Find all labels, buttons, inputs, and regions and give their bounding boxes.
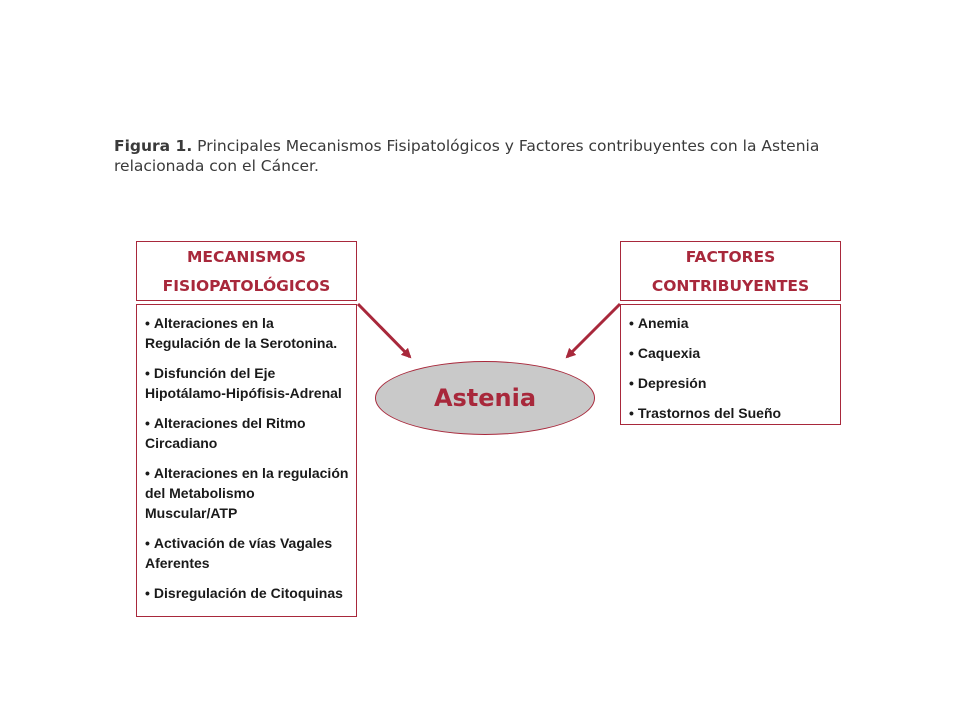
mechanisms-header-line1: MECANISMOS: [186, 248, 307, 266]
mechanism-item-text: Activación de vías Vagales Aferentes: [145, 535, 333, 571]
bullet-icon: •: [629, 315, 634, 331]
factor-item-text: Caquexia: [637, 345, 701, 361]
mechanism-item: [145, 533, 350, 573]
factor-item: [629, 313, 834, 333]
mechanisms-list-box: [136, 304, 357, 617]
bullet-icon: •: [145, 585, 150, 601]
astenia-node: [375, 361, 595, 435]
factor-item: [629, 343, 834, 363]
mechanism-item-text: Alteraciones del Ritmo Circadiano: [145, 415, 306, 451]
factor-item-text: Anemia: [637, 315, 689, 331]
factors-header-line1: FACTORES: [685, 248, 776, 266]
factor-item: [629, 373, 834, 393]
factors-header: [620, 241, 841, 301]
factor-item-text: Trastornos del Sueño: [637, 405, 782, 421]
mechanism-item: [145, 363, 350, 403]
mechanism-item: [145, 413, 350, 453]
factors-header-line2: CONTRIBUYENTES: [651, 277, 810, 295]
mechanism-item-text: Disregulación de Citoquinas: [153, 585, 343, 601]
bullet-icon: •: [145, 315, 150, 331]
bullet-icon: •: [629, 345, 634, 361]
bullet-icon: •: [145, 365, 150, 381]
figure-caption: [114, 136, 864, 176]
mechanisms-header: [136, 241, 357, 301]
mechanism-item: [145, 463, 350, 523]
mechanisms-list: [137, 305, 356, 603]
astenia-label: Astenia: [433, 384, 537, 412]
figure-label: Figura 1.: [114, 137, 193, 155]
factors-list: [621, 305, 840, 423]
factors-list-box: [620, 304, 841, 425]
mechanisms-header-line2: FISIOPATOLÓGICOS: [162, 277, 331, 295]
factor-item: [629, 403, 834, 423]
mechanism-item-text: Alteraciones en la regulación del Metabolismo Muscular/ATP: [145, 465, 349, 521]
mechanism-item-text: Alteraciones en la Regulación de la Serotonina.: [145, 315, 338, 351]
bullet-icon: •: [145, 415, 150, 431]
bullet-icon: •: [145, 535, 150, 551]
factor-item-text: Depresión: [637, 375, 707, 391]
mechanism-item: [145, 313, 350, 353]
bullet-icon: •: [629, 375, 634, 391]
mechanism-item: [145, 583, 350, 603]
figure-caption-text: Principales Mecanismos Fisipatológicos y Factores contribuyentes con la Astenia relacionada con el Cáncer.: [114, 137, 820, 175]
left-arrow: [358, 304, 410, 357]
mechanism-item-text: Disfunción del Eje Hipotálamo-Hipófisis-Adrenal: [145, 365, 342, 401]
bullet-icon: •: [629, 405, 634, 421]
right-arrow: [567, 304, 620, 357]
bullet-icon: •: [145, 465, 150, 481]
